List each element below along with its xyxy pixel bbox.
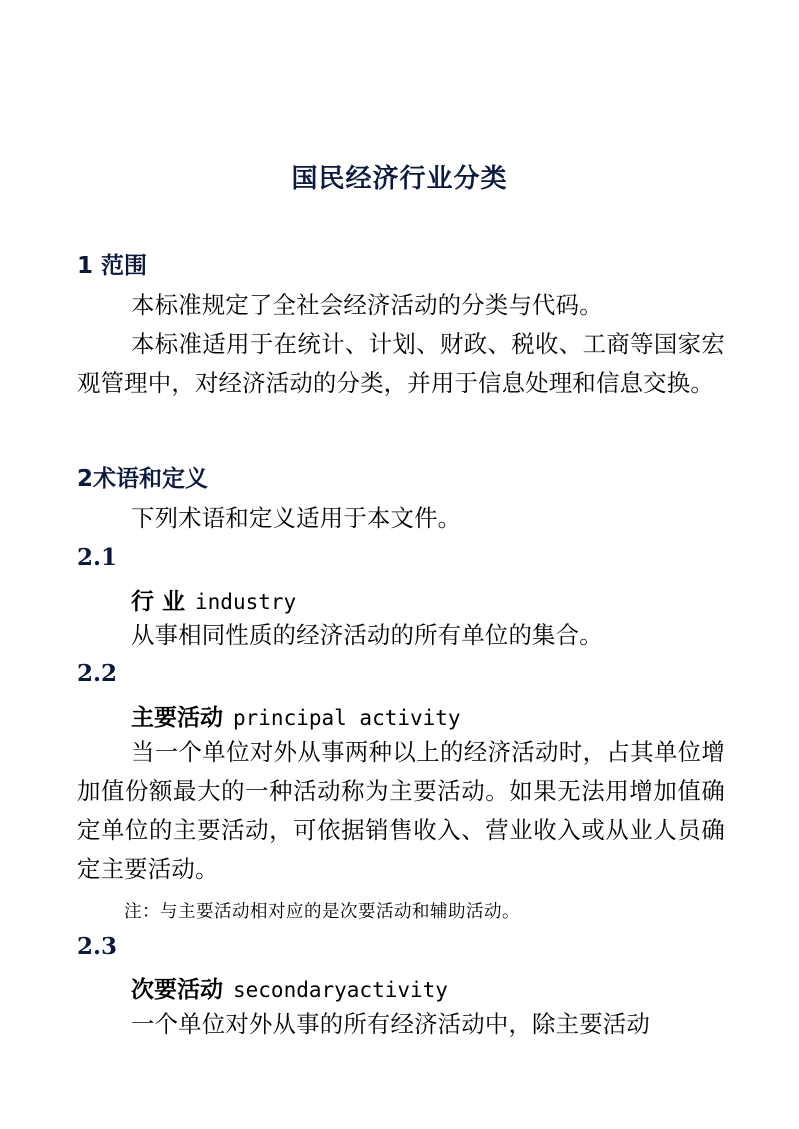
term-english: principal activity (233, 706, 461, 730)
paragraph-scope-1: 本标准规定了全社会经济活动的分类与代码。 (131, 291, 603, 319)
term-chinese: 次要活动 (131, 977, 223, 1003)
section-heading-scope: 1 范围 (77, 253, 148, 279)
term-english: secondaryactivity (233, 978, 448, 1002)
term-english: industry (195, 590, 297, 614)
definition-industry: 从事相同性质的经济活动的所有单位的集合。 (131, 621, 603, 649)
term-principal-activity (131, 699, 461, 732)
document-title: 国民经济行业分类 (291, 164, 508, 194)
clause-number-2-2: 2.2 (77, 660, 118, 687)
section-heading-terms: 2术语和定义 (77, 466, 209, 492)
paragraph-terms-intro: 下列术语和定义适用于本文件。 (131, 504, 462, 532)
term-chinese: 主要活动 (131, 705, 223, 731)
term-chinese: 行 业 (131, 589, 186, 615)
paragraph-scope-2: 本标准适用于在统计、计划、财政、税收、工商等国家宏观管理中，对经济活动的分类，并用于信息处理和信息交换。 (77, 330, 725, 397)
clause-number-2-1: 2.1 (77, 544, 118, 571)
definition-principal-activity: 当一个单位对外从事两种以上的经济活动时，占其单位增加值份额最大的一种活动称为主要活动。如果无法用增加值确定单位的主要活动，可依据销售收入、营业收入或从业人员确定主要活动。 (77, 738, 725, 883)
term-industry (131, 583, 296, 616)
note-principal-activity: 注：与主要活动相对应的是次要活动和辅助活动。 (124, 902, 520, 922)
definition-secondary-activity: 一个单位对外从事的所有经济活动中，除主要活动 (131, 1010, 650, 1038)
term-secondary-activity (131, 971, 448, 1004)
clause-number-2-3: 2.3 (77, 933, 118, 960)
